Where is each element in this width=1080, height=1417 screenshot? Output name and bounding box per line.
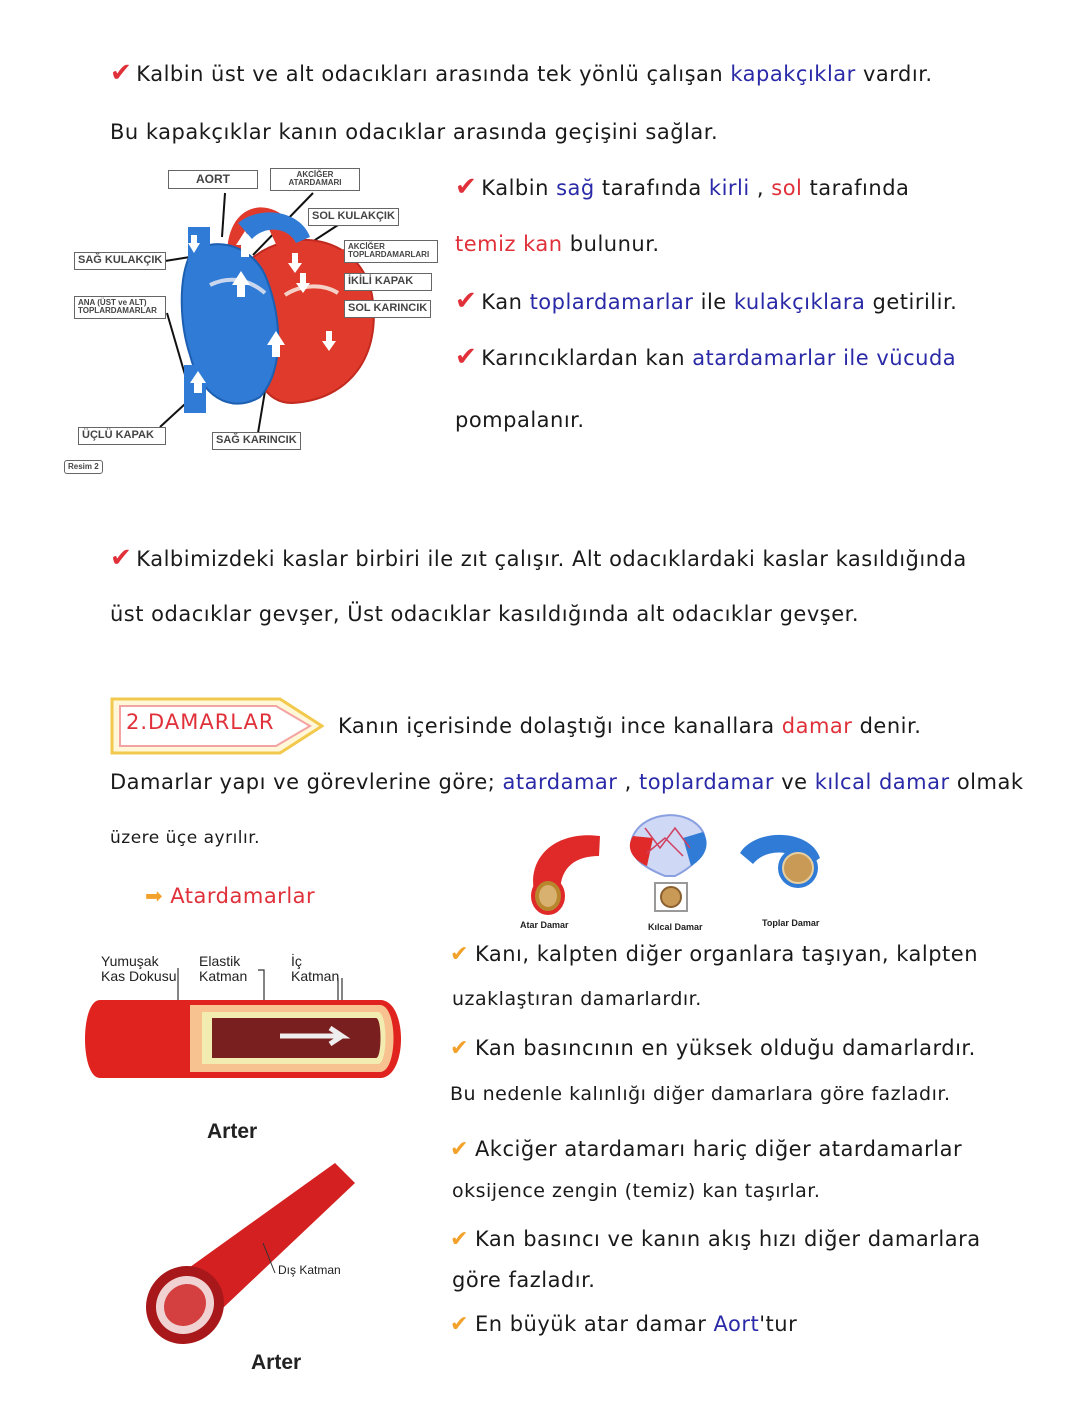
label-yumusak-kas: Yumuşak Kas Dokusu xyxy=(101,953,177,984)
caption-arter-2: Arter xyxy=(251,1351,302,1374)
heart-note-1: ✔ Kalbin sağ tarafında kirli , sol tarafında xyxy=(455,172,910,202)
caption-toplar-damar: Toplar Damar xyxy=(762,918,820,928)
bullet-2-line-1: ✔ Kan basıncının en yüksek olduğu damarlardır. xyxy=(450,1036,976,1061)
bullet-1-line-1: ✔ Kanı, kalpten diğer organlara taşıyan, kalpten xyxy=(450,942,979,967)
caption-arter-1: Arter xyxy=(207,1120,258,1143)
check-icon: ✔ xyxy=(450,1137,469,1162)
check-icon: ✔ xyxy=(455,286,478,316)
bullet-3-line-2: oksijence zengin (temiz) kan taşırlar. xyxy=(452,1180,821,1202)
label-ic-katman: İç Katman xyxy=(291,953,340,984)
bullet-4-line-1: ✔ Kan basıncı ve kanın akış hızı diğer damarlara xyxy=(450,1227,981,1252)
label-akciger-atardamari: AKCİĞER ATARDAMARI xyxy=(270,168,360,191)
section-definition: Kanın içerisinde dolaştığı ince kanallara damar denir. xyxy=(338,714,922,738)
heart-note-3: ✔ Kan toplardamarlar ile kulakçıklara getirilir. xyxy=(455,286,958,316)
caption-kilcal-damar: Kılcal Damar xyxy=(648,922,703,932)
artery-section-illustration xyxy=(80,960,410,1080)
bullet-5: ✔ En büyük atar damar Aort'tur xyxy=(450,1312,798,1337)
bullet-4-line-2: göre fazladır. xyxy=(452,1268,596,1292)
vessel-types-illustration xyxy=(515,808,845,918)
check-icon: ✔ xyxy=(455,172,478,202)
artery-tube-illustration xyxy=(135,1155,365,1355)
atardamar-heading: ➡ Atardamarlar xyxy=(145,884,316,908)
intro-line-1: ✔ Kalbin üst ve alt odacıkları arasında tek yönlü çalışan kapakçıklar vardır. xyxy=(110,58,933,88)
caption-atar-damar: Atar Damar xyxy=(520,920,569,930)
label-akciger-toplardamarlari: AKCİĞER TOPLARDAMARLARI xyxy=(344,240,438,263)
arrow-right-icon: ➡ xyxy=(145,884,164,908)
intro-line-2: Bu kapakçıklar kanın odacıklar arasında geçişini sağlar. xyxy=(110,120,719,144)
bullet-2-line-2: Bu nedenle kalınlığı diğer damarlara göre fazladır. xyxy=(450,1083,951,1105)
check-icon: ✔ xyxy=(455,342,478,372)
check-icon: ✔ xyxy=(450,1227,469,1252)
bullet-1-line-2: uzaklaştıran damarlardır. xyxy=(452,988,702,1010)
label-sol-kulakcik: SOL KULAKÇIK xyxy=(308,208,399,226)
label-aort: AORT xyxy=(168,170,258,189)
muscle-line-1: ✔ Kalbimizdeki kaslar birbiri ile zıt çalışır. Alt odacıklardaki kaslar kasıldığında xyxy=(110,543,967,573)
label-sag-karincik: SAĞ KARINCIK xyxy=(212,432,301,450)
label-sag-kulakcik: SAĞ KULAKÇIK xyxy=(74,252,166,270)
heart-note-5: pompalanır. xyxy=(455,408,585,432)
label-ikili-kapak: İKİLİ KAPAK xyxy=(344,273,432,291)
check-icon: ✔ xyxy=(450,1312,469,1337)
label-ana-toplardamarlar: ANA (ÜST ve ALT) TOPLARDAMARLAR xyxy=(74,296,166,319)
check-icon: ✔ xyxy=(450,1036,469,1061)
muscle-line-2: üst odacıklar gevşer, Üst odacıklar kasıldığında alt odacıklar gevşer. xyxy=(110,602,860,626)
check-icon: ✔ xyxy=(110,58,133,88)
section-types: Damarlar yapı ve görevlerine göre; atardamar , toplardamar ve kılcal damar olmak xyxy=(110,770,1024,794)
section-types-2: üzere üçe ayrılır. xyxy=(110,828,261,848)
heart-note-4: ✔ Karıncıklardan kan atardamarlar ile vücuda xyxy=(455,342,957,372)
label-resim-2: Resim 2 xyxy=(64,460,103,474)
label-sol-karincik: SOL KARINCIK xyxy=(344,300,431,318)
check-icon: ✔ xyxy=(110,543,133,573)
section-tag-damarlar: 2.DAMARLAR xyxy=(110,697,324,755)
check-icon: ✔ xyxy=(450,942,469,967)
label-elastik-katman: Elastik Katman xyxy=(199,953,248,984)
label-uclu-kapak: ÜÇLÜ KAPAK xyxy=(78,427,166,445)
bullet-3-line-1: ✔ Akciğer atardamarı hariç diğer atardamarlar xyxy=(450,1137,963,1162)
label-dis-katman: Dış Katman xyxy=(278,1263,341,1277)
heart-note-2: temiz kan bulunur. xyxy=(455,232,660,256)
